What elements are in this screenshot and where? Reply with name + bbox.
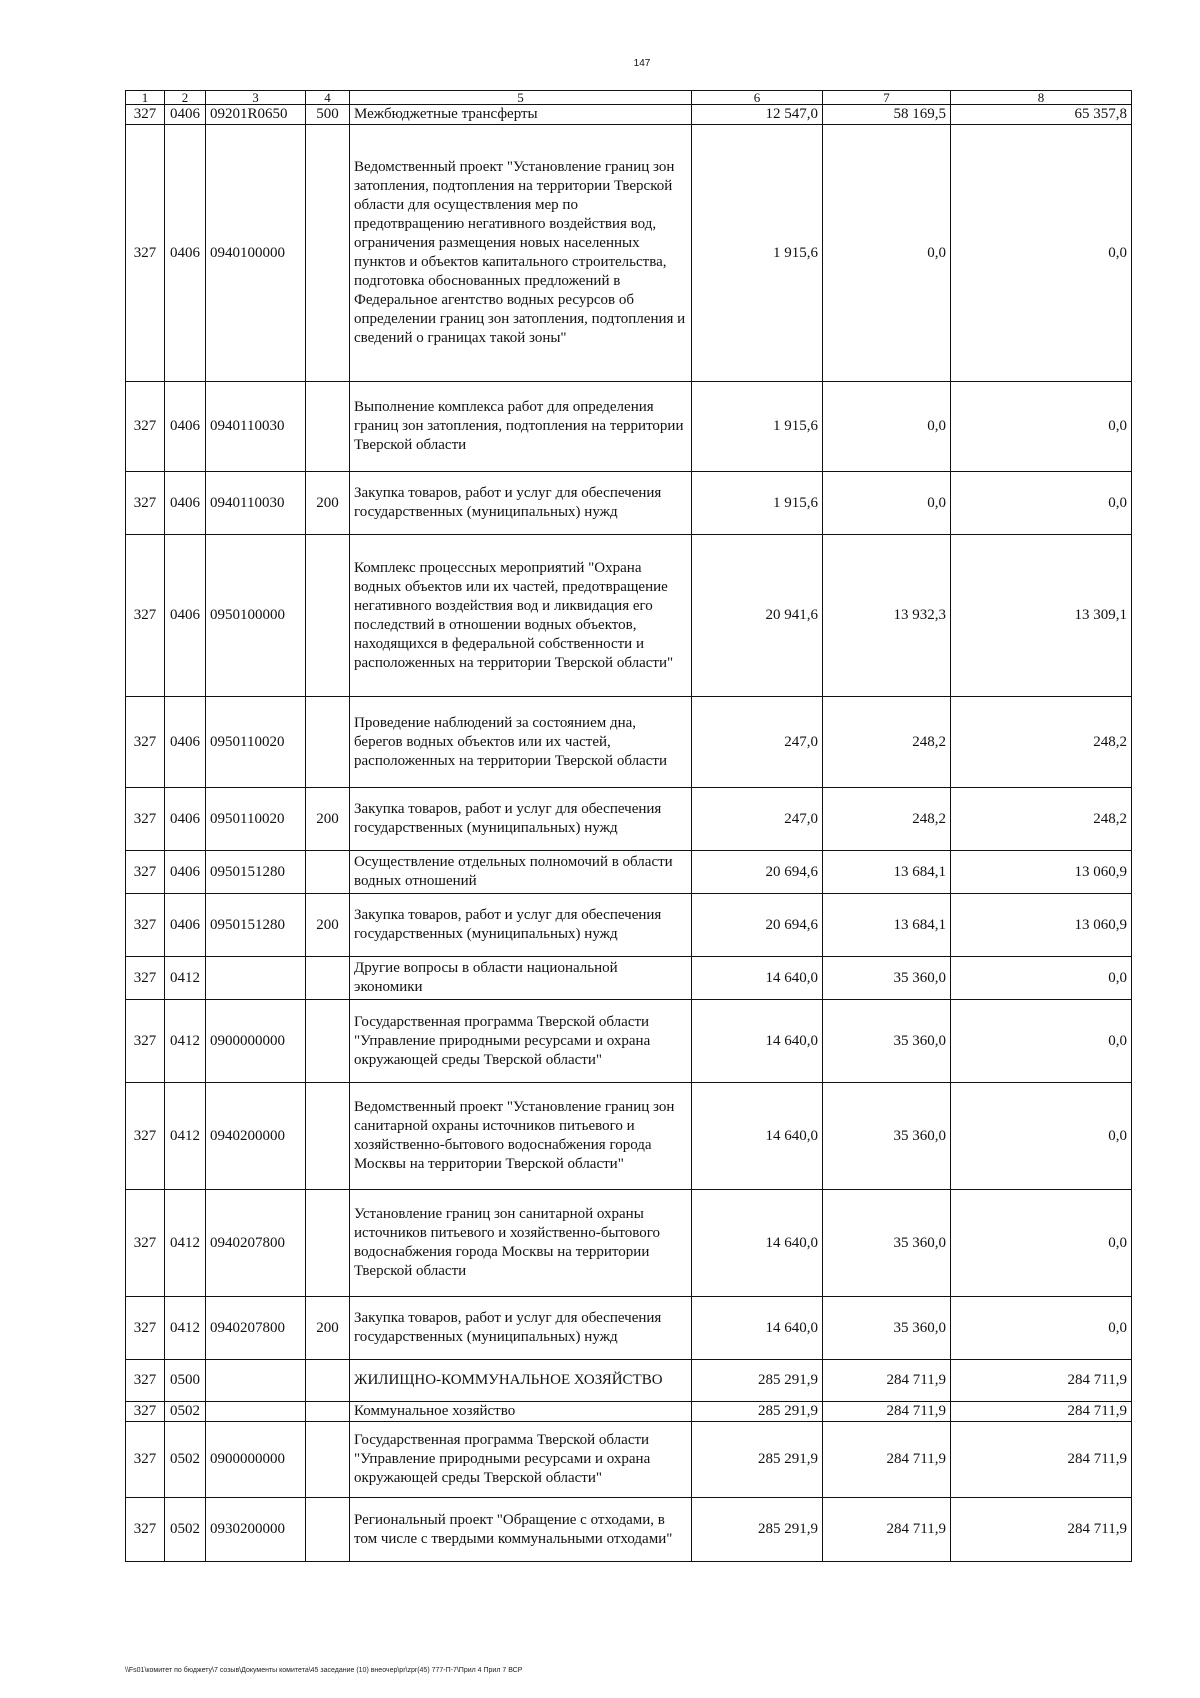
cell-ministry: 327 xyxy=(126,1422,165,1498)
cell-name: ЖИЛИЩНО-КОММУНАЛЬНОЕ ХОЗЯЙСТВО xyxy=(350,1360,692,1402)
cell-amount-3: 248,2 xyxy=(951,788,1132,851)
cell-expense-type: 500 xyxy=(306,105,350,125)
cell-name: Выполнение комплекса работ для определения границ зон затопления, подтопления на территории Тверской области xyxy=(350,382,692,472)
cell-ministry: 327 xyxy=(126,1402,165,1422)
cell-section: 0406 xyxy=(165,788,206,851)
cell-expense-type xyxy=(306,382,350,472)
column-number: 5 xyxy=(350,91,692,105)
cell-amount-1: 285 291,9 xyxy=(692,1498,823,1562)
cell-name: Ведомственный проект "Установление границ зон затопления, подтопления на территории Тверской области для осуществления мер по предотвращению негативного воздействия вод, ограничения размещения новых населенных пунктов и объектов капитального строительства, подготовка обоснованных предложений в Федеральное агентство водных ресурсов об определении границ зон затопления, подтопления и сведений о границах такой зоны" xyxy=(350,125,692,382)
cell-expense-type: 200 xyxy=(306,1297,350,1360)
cell-expense-type xyxy=(306,1190,350,1297)
cell-amount-2: 35 360,0 xyxy=(823,957,951,1000)
cell-ministry: 327 xyxy=(126,472,165,535)
cell-amount-1: 285 291,9 xyxy=(692,1402,823,1422)
cell-expense-type xyxy=(306,1498,350,1562)
cell-amount-1: 285 291,9 xyxy=(692,1360,823,1402)
cell-section: 0406 xyxy=(165,697,206,788)
cell-section: 0406 xyxy=(165,105,206,125)
cell-ministry: 327 xyxy=(126,957,165,1000)
table-row xyxy=(126,125,1132,382)
cell-amount-1: 14 640,0 xyxy=(692,957,823,1000)
cell-section: 0412 xyxy=(165,1000,206,1083)
table-row xyxy=(126,697,1132,788)
table-row xyxy=(126,472,1132,535)
cell-amount-1: 247,0 xyxy=(692,788,823,851)
cell-target-article: 0950100000 xyxy=(206,535,306,697)
cell-expense-type: 200 xyxy=(306,472,350,535)
cell-section: 0406 xyxy=(165,535,206,697)
cell-ministry: 327 xyxy=(126,1498,165,1562)
cell-expense-type xyxy=(306,1402,350,1422)
cell-target-article: 0940207800 xyxy=(206,1190,306,1297)
cell-amount-3: 284 711,9 xyxy=(951,1422,1132,1498)
cell-amount-1: 1 915,6 xyxy=(692,382,823,472)
cell-amount-2: 0,0 xyxy=(823,382,951,472)
cell-section: 0406 xyxy=(165,125,206,382)
cell-amount-3: 13 060,9 xyxy=(951,851,1132,894)
cell-amount-3: 284 711,9 xyxy=(951,1498,1132,1562)
cell-amount-1: 14 640,0 xyxy=(692,1190,823,1297)
cell-amount-2: 58 169,5 xyxy=(823,105,951,125)
cell-expense-type: 200 xyxy=(306,788,350,851)
cell-ministry: 327 xyxy=(126,697,165,788)
cell-ministry: 327 xyxy=(126,1083,165,1190)
cell-expense-type xyxy=(306,851,350,894)
column-number: 6 xyxy=(692,91,823,105)
cell-amount-1: 1 915,6 xyxy=(692,125,823,382)
cell-amount-3: 0,0 xyxy=(951,1297,1132,1360)
cell-target-article: 0940110030 xyxy=(206,472,306,535)
cell-amount-2: 13 684,1 xyxy=(823,851,951,894)
cell-expense-type: 200 xyxy=(306,894,350,957)
column-number: 2 xyxy=(165,91,206,105)
cell-target-article: 0940110030 xyxy=(206,382,306,472)
cell-expense-type xyxy=(306,1083,350,1190)
cell-amount-2: 284 711,9 xyxy=(823,1498,951,1562)
cell-target-article: 0900000000 xyxy=(206,1422,306,1498)
cell-target-article: 0950151280 xyxy=(206,894,306,957)
column-number: 1 xyxy=(126,91,165,105)
cell-ministry: 327 xyxy=(126,1360,165,1402)
cell-amount-2: 13 932,3 xyxy=(823,535,951,697)
cell-section: 0406 xyxy=(165,472,206,535)
page-number: 147 xyxy=(633,58,651,69)
cell-section: 0502 xyxy=(165,1498,206,1562)
table-row xyxy=(126,1422,1132,1498)
table-row xyxy=(126,105,1132,125)
table-row xyxy=(126,1360,1132,1402)
file-path-footer: \\Fs01\комитет по бюджету\7 созыв\Документы комитета\45 заседание (10) внеочер\pr\zpr(45) 777-П-7\Прил 4 Прил 7 ВСР xyxy=(125,1667,523,1674)
cell-amount-2: 284 711,9 xyxy=(823,1402,951,1422)
cell-ministry: 327 xyxy=(126,788,165,851)
cell-ministry: 327 xyxy=(126,851,165,894)
table-row xyxy=(126,788,1132,851)
table-row xyxy=(126,535,1132,697)
cell-amount-3: 0,0 xyxy=(951,1000,1132,1083)
cell-name: Государственная программа Тверской области "Управление природными ресурсами и охрана окружающей среды Тверской области" xyxy=(350,1000,692,1083)
cell-target-article: 0950110020 xyxy=(206,788,306,851)
cell-amount-1: 20 694,6 xyxy=(692,851,823,894)
cell-name: Комплекс процессных мероприятий "Охрана водных объектов или их частей, предотвращение негативного воздействия вод и ликвидация его последствий в отношении водных объектов, находящихся в федеральной собственности и расположенных на территории Тверской области" xyxy=(350,535,692,697)
cell-amount-2: 0,0 xyxy=(823,125,951,382)
cell-amount-2: 248,2 xyxy=(823,788,951,851)
cell-name: Коммунальное хозяйство xyxy=(350,1402,692,1422)
cell-name: Закупка товаров, работ и услуг для обеспечения государственных (муниципальных) нужд xyxy=(350,1297,692,1360)
cell-amount-2: 35 360,0 xyxy=(823,1000,951,1083)
cell-amount-1: 20 694,6 xyxy=(692,894,823,957)
cell-amount-1: 12 547,0 xyxy=(692,105,823,125)
cell-target-article: 0930200000 xyxy=(206,1498,306,1562)
cell-target-article: 0900000000 xyxy=(206,1000,306,1083)
table-row xyxy=(126,1498,1132,1562)
cell-amount-2: 35 360,0 xyxy=(823,1083,951,1190)
cell-section: 0412 xyxy=(165,1190,206,1297)
cell-section: 0502 xyxy=(165,1422,206,1498)
cell-amount-3: 13 060,9 xyxy=(951,894,1132,957)
table-row xyxy=(126,1083,1132,1190)
cell-amount-1: 247,0 xyxy=(692,697,823,788)
cell-amount-2: 284 711,9 xyxy=(823,1360,951,1402)
table-row xyxy=(126,1190,1132,1297)
cell-name: Проведение наблюдений за состоянием дна, берегов водных объектов или их частей, расположенных на территории Тверской области xyxy=(350,697,692,788)
cell-amount-2: 13 684,1 xyxy=(823,894,951,957)
cell-name: Закупка товаров, работ и услуг для обеспечения государственных (муниципальных) нужд xyxy=(350,472,692,535)
cell-section: 0406 xyxy=(165,894,206,957)
table-row xyxy=(126,1000,1132,1083)
table-row xyxy=(126,1402,1132,1422)
cell-amount-3: 0,0 xyxy=(951,1190,1132,1297)
cell-name: Закупка товаров, работ и услуг для обеспечения государственных (муниципальных) нужд xyxy=(350,788,692,851)
cell-name: Закупка товаров, работ и услуг для обеспечения государственных (муниципальных) нужд xyxy=(350,894,692,957)
cell-section: 0406 xyxy=(165,851,206,894)
cell-name: Установление границ зон санитарной охраны источников питьевого и хозяйственно-бытового водоснабжения города Москвы на территории Тверской области xyxy=(350,1190,692,1297)
cell-target-article: 0940200000 xyxy=(206,1083,306,1190)
cell-name: Государственная программа Тверской области "Управление природными ресурсами и охрана окружающей среды Тверской области" xyxy=(350,1422,692,1498)
cell-amount-3: 0,0 xyxy=(951,472,1132,535)
cell-target-article: 0950151280 xyxy=(206,851,306,894)
cell-expense-type xyxy=(306,535,350,697)
cell-ministry: 327 xyxy=(126,125,165,382)
cell-section: 0406 xyxy=(165,382,206,472)
table-row xyxy=(126,957,1132,1000)
cell-expense-type xyxy=(306,1422,350,1498)
cell-name: Ведомственный проект "Установление границ зон санитарной охраны источников питьевого и хозяйственно-бытового водоснабжения города Москвы на территории Тверской области" xyxy=(350,1083,692,1190)
cell-amount-3: 0,0 xyxy=(951,957,1132,1000)
cell-name: Региональный проект "Обращение с отходами, в том числе с твердыми коммунальными отходами" xyxy=(350,1498,692,1562)
cell-name: Другие вопросы в области национальной экономики xyxy=(350,957,692,1000)
cell-ministry: 327 xyxy=(126,1000,165,1083)
cell-section: 0500 xyxy=(165,1360,206,1402)
column-number: 3 xyxy=(206,91,306,105)
cell-amount-3: 0,0 xyxy=(951,1083,1132,1190)
cell-target-article: 0940207800 xyxy=(206,1297,306,1360)
cell-amount-3: 13 309,1 xyxy=(951,535,1132,697)
cell-section: 0412 xyxy=(165,1297,206,1360)
table-row xyxy=(126,894,1132,957)
cell-amount-1: 14 640,0 xyxy=(692,1083,823,1190)
cell-amount-1: 14 640,0 xyxy=(692,1000,823,1083)
cell-ministry: 327 xyxy=(126,1190,165,1297)
cell-expense-type xyxy=(306,1000,350,1083)
cell-amount-2: 284 711,9 xyxy=(823,1422,951,1498)
cell-target-article xyxy=(206,1402,306,1422)
cell-target-article xyxy=(206,1360,306,1402)
cell-ministry: 327 xyxy=(126,105,165,125)
cell-expense-type xyxy=(306,1360,350,1402)
cell-target-article: 0950110020 xyxy=(206,697,306,788)
cell-amount-3: 248,2 xyxy=(951,697,1132,788)
cell-amount-1: 14 640,0 xyxy=(692,1297,823,1360)
cell-amount-1: 1 915,6 xyxy=(692,472,823,535)
cell-section: 0412 xyxy=(165,1083,206,1190)
cell-amount-2: 35 360,0 xyxy=(823,1190,951,1297)
cell-amount-2: 0,0 xyxy=(823,472,951,535)
budget-table xyxy=(125,90,1132,1562)
table-row xyxy=(126,382,1132,472)
table-row xyxy=(126,1297,1132,1360)
cell-section: 0502 xyxy=(165,1402,206,1422)
cell-ministry: 327 xyxy=(126,382,165,472)
cell-target-article: 09201R0650 xyxy=(206,105,306,125)
cell-expense-type xyxy=(306,957,350,1000)
cell-amount-3: 0,0 xyxy=(951,125,1132,382)
column-number: 8 xyxy=(951,91,1132,105)
cell-amount-2: 35 360,0 xyxy=(823,1297,951,1360)
cell-amount-3: 0,0 xyxy=(951,382,1132,472)
cell-amount-3: 284 711,9 xyxy=(951,1402,1132,1422)
cell-expense-type xyxy=(306,125,350,382)
cell-ministry: 327 xyxy=(126,894,165,957)
cell-name: Межбюджетные трансферты xyxy=(350,105,692,125)
cell-target-article: 0940100000 xyxy=(206,125,306,382)
cell-amount-3: 284 711,9 xyxy=(951,1360,1132,1402)
cell-name: Осуществление отдельных полномочий в области водных отношений xyxy=(350,851,692,894)
column-number: 7 xyxy=(823,91,951,105)
cell-section: 0412 xyxy=(165,957,206,1000)
cell-amount-3: 65 357,8 xyxy=(951,105,1132,125)
cell-amount-1: 285 291,9 xyxy=(692,1422,823,1498)
cell-ministry: 327 xyxy=(126,1297,165,1360)
cell-ministry: 327 xyxy=(126,535,165,697)
column-number: 4 xyxy=(306,91,350,105)
cell-target-article xyxy=(206,957,306,1000)
cell-expense-type xyxy=(306,697,350,788)
cell-amount-2: 248,2 xyxy=(823,697,951,788)
cell-amount-1: 20 941,6 xyxy=(692,535,823,697)
table-row xyxy=(126,851,1132,894)
column-number-row xyxy=(126,91,1132,105)
